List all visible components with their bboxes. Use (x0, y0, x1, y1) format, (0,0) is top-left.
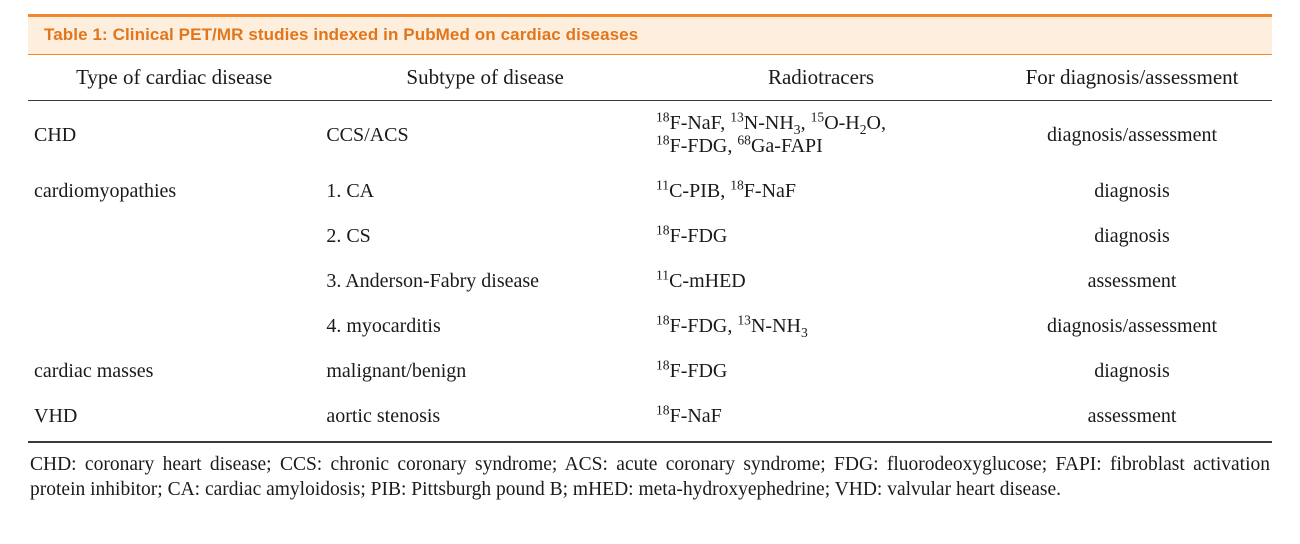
table-row (28, 169, 1272, 214)
cell-purpose: diagnosis (1094, 360, 1170, 382)
cell-radiotracers (650, 349, 992, 394)
cell-purpose: diagnosis (1094, 225, 1170, 247)
cell-disease-type (28, 259, 320, 304)
column-header-radiotracers: Radiotracers (650, 55, 992, 101)
cell-subtype: 2. CS (326, 225, 371, 247)
cell-subtype: malignant/benign (326, 360, 467, 382)
radiotracer-line: $^{18}$F-NaF, $^{13}N-NH_3$, $^{15}O-H_2O$, (655, 109, 886, 137)
table-row (28, 394, 1272, 439)
cell-subtype: aortic stenosis (326, 405, 441, 427)
table-footnote: CHD: coronary heart disease; CCS: chronic coronary syndrome; ACS: acute coronary syndrome; FDG: fluorodeoxyglucose; FAPI: fibroblast activation protein inhibitor; CA: cardiac amyloidosis; PIB: Pittsburgh pound B; mHED: meta-hydroxyephedrine; VHD: valvular heart disease. (30, 453, 1270, 501)
cell-purpose: diagnosis/assessment (1047, 123, 1218, 146)
radiotracer-line: $^{18}$F-FDG (655, 222, 728, 247)
radiotracer-line: $^{18}$F-FDG, $^{13}N-NH_3$ (655, 312, 808, 340)
table-body (28, 101, 1272, 440)
cell-purpose: diagnosis/assessment (1047, 315, 1218, 337)
table-row (28, 349, 1272, 394)
cell-purpose: assessment (1087, 405, 1177, 427)
radiotracer-line: $^{18}$F-FDG, $^{68}$Ga-FAPI (655, 132, 823, 157)
cell-radiotracers (650, 169, 992, 214)
table-caption: Table 1: Clinical PET/MR studies indexed in PubMed on cardiac diseases (44, 25, 639, 44)
radiotracer-line: $^{18}$F-NaF (655, 402, 722, 427)
radiotracer-line: $^{11}$C-mHED (655, 267, 746, 292)
cell-subtype: 1. CA (326, 180, 375, 202)
cell-purpose: diagnosis (1094, 180, 1170, 202)
column-header-subtype: Subtype of disease (320, 55, 650, 101)
cell-subtype: CCS/ACS (326, 123, 409, 146)
table-container (28, 14, 1272, 503)
cell-disease-type (28, 214, 320, 259)
radiotracer-line: $^{11}$C-PIB, $^{18}$F-NaF (655, 177, 797, 202)
cell-radiotracers (650, 101, 992, 170)
radiotracer-line: $^{18}$F-FDG (655, 357, 728, 382)
cell-purpose: assessment (1087, 270, 1177, 292)
cell-disease-type: VHD (34, 405, 78, 427)
data-table (28, 55, 1272, 439)
cell-radiotracers (650, 214, 992, 259)
cell-subtype: 3. Anderson-Fabry disease (326, 270, 540, 292)
table-header-row (28, 55, 1272, 101)
column-header-disease-type: Type of cardiac disease (28, 55, 320, 101)
cell-radiotracers (650, 394, 992, 439)
table-row (28, 304, 1272, 349)
cell-disease-type: cardiac masses (34, 360, 154, 382)
table-row (28, 101, 1272, 170)
column-header-purpose: For diagnosis/assessment (992, 55, 1272, 101)
cell-disease-type (28, 304, 320, 349)
cell-radiotracers (650, 259, 992, 304)
cell-subtype: 4. myocarditis (326, 315, 441, 337)
cell-radiotracers (650, 304, 992, 349)
table-row (28, 259, 1272, 304)
table-caption-band (28, 17, 1272, 54)
cell-disease-type: CHD (34, 123, 77, 146)
table-row (28, 214, 1272, 259)
cell-disease-type: cardiomyopathies (34, 180, 177, 202)
